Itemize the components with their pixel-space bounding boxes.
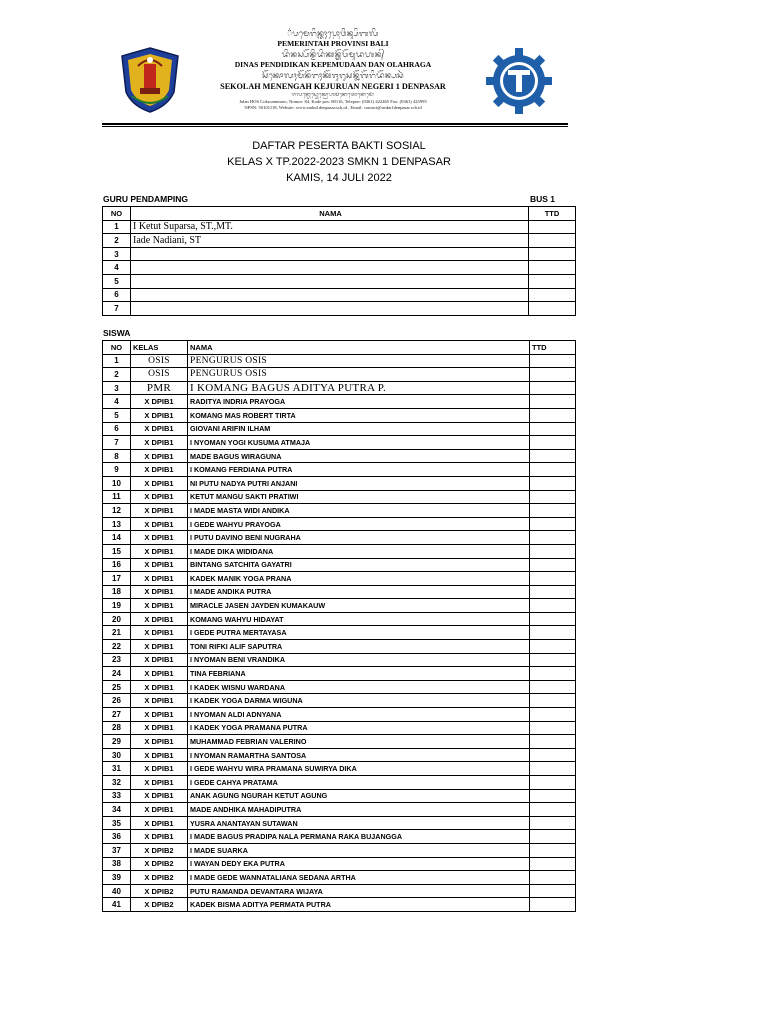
row-no: 2 (103, 368, 131, 382)
letterhead (102, 24, 568, 128)
row-nama: TONI RIFKI ALIF SAPUTRA (188, 640, 530, 654)
table-row (103, 368, 576, 382)
signature-cell[interactable] (530, 735, 576, 749)
row-kelas: OSIS (131, 354, 188, 368)
row-no: 6 (103, 422, 131, 436)
row-kelas: X DPIB1 (131, 531, 188, 545)
table-row (103, 653, 576, 667)
row-nama: BINTANG SATCHITA GAYATRI (188, 558, 530, 572)
row-kelas: X DPIB1 (131, 708, 188, 722)
table-row (103, 789, 576, 803)
signature-cell[interactable] (530, 572, 576, 586)
signature-cell[interactable] (530, 354, 576, 368)
row-kelas: X DPIB1 (131, 490, 188, 504)
table-row (103, 274, 576, 288)
row-no: 5 (103, 274, 131, 288)
row-kelas: X DPIB1 (131, 626, 188, 640)
row-no: 12 (103, 504, 131, 518)
table-header-row (103, 341, 576, 355)
row-kelas: X DPIB1 (131, 504, 188, 518)
table-row (103, 354, 576, 368)
row-kelas: X DPIB1 (131, 667, 188, 681)
row-nama: I GEDE CAHYA PRATAMA (188, 776, 530, 790)
table-row (103, 762, 576, 776)
title-line2: KELAS X TP.2022-2023 SMKN 1 DENPASAR (227, 156, 451, 168)
signature-cell[interactable] (529, 261, 576, 275)
row-no: 11 (103, 490, 131, 504)
row-nama: PENGURUS OSIS (188, 354, 530, 368)
signature-cell[interactable] (530, 762, 576, 776)
row-no: 29 (103, 735, 131, 749)
table-row (103, 776, 576, 790)
row-no: 1 (103, 220, 131, 234)
bus-label: BUS 1 (530, 194, 556, 204)
table-row (103, 476, 576, 490)
signature-cell[interactable] (529, 274, 576, 288)
row-nama: MIRACLE JASEN JAYDEN KUMAKAUW (188, 599, 530, 613)
signature-cell[interactable] (530, 816, 576, 830)
row-kelas: X DPIB1 (131, 680, 188, 694)
row-no: 1 (103, 354, 131, 368)
row-nama: PENGURUS OSIS (188, 368, 530, 382)
row-nama: KETUT MANGU SAKTI PRATIWI (188, 490, 530, 504)
row-no: 7 (103, 302, 131, 316)
letterhead-line1: PEMERINTAH PROVINSI BALI (277, 39, 389, 48)
signature-cell[interactable] (530, 544, 576, 558)
table-row (103, 544, 576, 558)
signature-cell[interactable] (530, 708, 576, 722)
row-kelas: X DPIB2 (131, 857, 188, 871)
table-row (103, 463, 576, 477)
row-kelas: X DPIB1 (131, 748, 188, 762)
row-no: 35 (103, 816, 131, 830)
row-no: 24 (103, 667, 131, 681)
row-nama: I Ketut Suparsa, ST.,MT. (131, 220, 529, 234)
row-nama: I GEDE WAHYU WIRA PRAMANA SUWIRYA DIKA (188, 762, 530, 776)
table-row (103, 247, 576, 261)
table-row (103, 490, 576, 504)
title-line1: DAFTAR PESERTA BAKTI SOSIAL (252, 140, 426, 152)
siswa-table (102, 340, 576, 912)
letterhead-address: Jalan HOS Cokroaminoto, Nomor: 84, Kode pos: 80116, Telepon: (0361) 422465 Fax: (0361) 425995 (239, 99, 427, 104)
row-kelas: X DPIB1 (131, 776, 188, 790)
row-no: 37 (103, 843, 131, 857)
row-nama: MADE BAGUS WIRAGUNA (188, 449, 530, 463)
row-no: 18 (103, 585, 131, 599)
header-nama: NAMA (188, 341, 530, 355)
letterhead-contact: NPSN: 50101118, Website: www.smkn1denpasar.sch.id , Email: contact@smkn1denpasar.sch.id (244, 105, 422, 110)
row-no: 22 (103, 640, 131, 654)
signature-cell[interactable] (530, 504, 576, 518)
row-kelas: X DPIB1 (131, 558, 188, 572)
row-no: 39 (103, 871, 131, 885)
row-no: 19 (103, 599, 131, 613)
row-kelas: X DPIB1 (131, 612, 188, 626)
row-kelas: X DPIB2 (131, 871, 188, 885)
signature-cell[interactable] (530, 395, 576, 409)
row-nama: GIOVANI ARIFIN ILHAM (188, 422, 530, 436)
signature-cell[interactable] (530, 680, 576, 694)
row-kelas: X DPIB1 (131, 599, 188, 613)
row-kelas: X DPIB1 (131, 544, 188, 558)
row-no: 40 (103, 884, 131, 898)
row-no: 17 (103, 572, 131, 586)
table-row (103, 599, 576, 613)
signature-cell[interactable] (530, 776, 576, 790)
signature-cell[interactable] (530, 789, 576, 803)
row-kelas: X DPIB1 (131, 463, 188, 477)
row-kelas: X DPIB1 (131, 830, 188, 844)
table-row (103, 803, 576, 817)
guru-table (102, 206, 576, 316)
row-kelas: X DPIB1 (131, 803, 188, 817)
row-kelas: X DPIB1 (131, 395, 188, 409)
signature-cell[interactable] (530, 585, 576, 599)
table-row (103, 220, 576, 234)
row-kelas: X DPIB1 (131, 436, 188, 450)
row-kelas: X DPIB2 (131, 843, 188, 857)
table-row (103, 708, 576, 722)
table-row (103, 857, 576, 871)
signature-cell[interactable] (530, 612, 576, 626)
table-row (103, 504, 576, 518)
row-nama: I MADE DIKA WIDIDANA (188, 544, 530, 558)
row-nama: Iade Nadiani, ST (131, 234, 529, 248)
signature-cell[interactable] (530, 830, 576, 844)
signature-cell[interactable] (529, 247, 576, 261)
table-row (103, 612, 576, 626)
row-nama: I NYOMAN YOGI KUSUMA ATMAJA (188, 436, 530, 450)
row-no: 23 (103, 653, 131, 667)
table-row (103, 830, 576, 844)
header-nama: NAMA (131, 207, 529, 221)
signature-cell[interactable] (530, 599, 576, 613)
row-kelas: X DPIB1 (131, 572, 188, 586)
table-row (103, 735, 576, 749)
row-nama: PUTU RAMANDA DEVANTARA WIJAYA (188, 884, 530, 898)
table-row (103, 517, 576, 531)
header-no: NO (103, 341, 131, 355)
row-kelas: X DPIB1 (131, 694, 188, 708)
signature-cell[interactable] (530, 857, 576, 871)
row-nama (131, 261, 529, 275)
bali-province-emblem-icon (118, 46, 182, 114)
signature-cell[interactable] (530, 463, 576, 477)
signature-cell[interactable] (530, 436, 576, 450)
row-nama: KOMANG MAS ROBERT TIRTA (188, 408, 530, 422)
table-row (103, 843, 576, 857)
table-row (103, 721, 576, 735)
signature-cell[interactable] (530, 408, 576, 422)
row-no: 28 (103, 721, 131, 735)
row-nama: KADEK BISMA ADITYA PERMATA PUTRA (188, 898, 530, 912)
row-nama: I GEDE PUTRA MERTAYASA (188, 626, 530, 640)
table-row (103, 288, 576, 302)
table-row (103, 408, 576, 422)
table-row (103, 585, 576, 599)
row-kelas: X DPIB1 (131, 735, 188, 749)
row-no: 21 (103, 626, 131, 640)
row-kelas: X DPIB1 (131, 585, 188, 599)
table-row (103, 234, 576, 248)
signature-cell[interactable] (529, 220, 576, 234)
row-kelas: X DPIB1 (131, 476, 188, 490)
row-nama: I KADEK YOGA DARMA WIGUNA (188, 694, 530, 708)
signature-cell[interactable] (530, 490, 576, 504)
row-no: 10 (103, 476, 131, 490)
table-row (103, 302, 576, 316)
row-kelas: X DPIB1 (131, 422, 188, 436)
table-row (103, 816, 576, 830)
row-kelas: OSIS (131, 368, 188, 382)
signature-cell[interactable] (530, 653, 576, 667)
signature-cell[interactable] (530, 884, 576, 898)
row-no: 33 (103, 789, 131, 803)
table-row (103, 261, 576, 275)
row-no: 27 (103, 708, 131, 722)
signature-cell[interactable] (530, 803, 576, 817)
row-kelas: X DPIB2 (131, 884, 188, 898)
row-nama: I KOMANG BAGUS ADITYA PUTRA P. (188, 381, 530, 395)
balinese-script-line: ᬴ᬧᬫᬾᬭᬶᬦ᭄ᬢᬄᬧ᭄ᬭᭀᬯᬶᬦ᭄ᬲᬶᬩᬮᬶ (287, 29, 379, 38)
siswa-section-label: SISWA (103, 328, 131, 338)
signature-cell[interactable] (530, 626, 576, 640)
letterhead-rule (102, 123, 568, 125)
row-nama: I MADE BAGUS PRADIPA NALA PERMANA RAKA BUJANGGA (188, 830, 530, 844)
row-nama (131, 247, 529, 261)
table-row (103, 871, 576, 885)
table-row (103, 436, 576, 450)
row-nama: I WAYAN DEDY EKA PUTRA (188, 857, 530, 871)
document-title (102, 138, 576, 186)
row-no: 36 (103, 830, 131, 844)
row-no: 6 (103, 288, 131, 302)
table-row (103, 395, 576, 409)
row-kelas: X DPIB1 (131, 653, 188, 667)
row-nama: MUHAMMAD FEBRIAN VALERINO (188, 735, 530, 749)
row-nama (131, 288, 529, 302)
signature-cell[interactable] (530, 449, 576, 463)
signature-cell[interactable] (529, 302, 576, 316)
table-row (103, 626, 576, 640)
header-no: NO (103, 207, 131, 221)
row-kelas: X DPIB1 (131, 517, 188, 531)
signature-cell[interactable] (530, 898, 576, 912)
row-no: 7 (103, 436, 131, 450)
row-nama (131, 274, 529, 288)
row-kelas: X DPIB1 (131, 816, 188, 830)
signature-cell[interactable] (530, 871, 576, 885)
signature-cell[interactable] (530, 640, 576, 654)
row-kelas: X DPIB1 (131, 640, 188, 654)
row-no: 9 (103, 463, 131, 477)
row-no: 4 (103, 395, 131, 409)
row-no: 20 (103, 612, 131, 626)
row-no: 25 (103, 680, 131, 694)
table-row (103, 381, 576, 395)
row-kelas: PMR (131, 381, 188, 395)
table-header-row (103, 207, 576, 221)
row-no: 3 (103, 247, 131, 261)
table-row (103, 680, 576, 694)
row-no: 31 (103, 762, 131, 776)
table-row (103, 572, 576, 586)
signature-cell[interactable] (530, 667, 576, 681)
row-kelas: X DPIB1 (131, 408, 188, 422)
row-nama: YUSRA ANANTAYAN SUTAWAN (188, 816, 530, 830)
table-row (103, 694, 576, 708)
balinese-script-line: ᬲᭂᬓᭀᬮᬄᬫᭂᬦᭂᬗᬄᬓᭂᬚᬸᬭᬸᬲᬦ᭄ᬦᭂᬕᭂᬭᬶᬤᭂᬦ᭄ᬧᬲᬃ (262, 71, 404, 80)
letterhead-line2: DINAS PENDIDIKAN KEPEMUDAAN DAN OLAHRAGA (234, 60, 432, 69)
row-no: 38 (103, 857, 131, 871)
row-nama: I MADE GEDE WANNATALIANA SEDANA ARTHA (188, 871, 530, 885)
row-no: 5 (103, 408, 131, 422)
signature-cell[interactable] (529, 234, 576, 248)
row-nama: I MADE ANDIKA PUTRA (188, 585, 530, 599)
signature-cell[interactable] (530, 368, 576, 382)
guru-section-label: GURU PENDAMPING (103, 194, 189, 204)
row-no: 2 (103, 234, 131, 248)
header-kelas: KELAS (131, 341, 188, 355)
signature-cell[interactable] (529, 288, 576, 302)
row-kelas: X DPIB1 (131, 762, 188, 776)
signature-cell[interactable] (530, 531, 576, 545)
letterhead-line3: SEKOLAH MENENGAH KEJURUAN NEGERI 1 DENPASAR (220, 82, 446, 91)
table-row (103, 422, 576, 436)
row-nama: I NYOMAN ALDI ADNYANA (188, 708, 530, 722)
row-nama: NI PUTU NADYA PUTRI ANJANI (188, 476, 530, 490)
row-nama: ANAK AGUNG NGURAH KETUT AGUNG (188, 789, 530, 803)
table-row (103, 667, 576, 681)
row-nama: I NYOMAN BENI VRANDIKA (188, 653, 530, 667)
row-nama: I MADE MASTA WIDI ANDIKA (188, 504, 530, 518)
row-nama (131, 302, 529, 316)
row-nama: MADE ANDHIKA MAHADIPUTRA (188, 803, 530, 817)
signature-cell[interactable] (530, 422, 576, 436)
row-nama: I PUTU DAVINO BENI NUGRAHA (188, 531, 530, 545)
row-no: 34 (103, 803, 131, 817)
row-nama: I KADEK WISNU WARDANA (188, 680, 530, 694)
letterhead-rule (102, 126, 568, 127)
row-no: 8 (103, 449, 131, 463)
header-ttd: TTD (530, 341, 576, 355)
row-kelas: X DPIB2 (131, 898, 188, 912)
row-nama: KADEK MANIK YOGA PRANA (188, 572, 530, 586)
table-row (103, 884, 576, 898)
table-row (103, 449, 576, 463)
row-nama: I MADE SUARKA (188, 843, 530, 857)
header-ttd: TTD (529, 207, 576, 221)
table-row (103, 898, 576, 912)
row-no: 41 (103, 898, 131, 912)
signature-cell[interactable] (530, 721, 576, 735)
school-gear-emblem-icon (484, 46, 554, 116)
row-nama: TINA FEBRIANA (188, 667, 530, 681)
row-nama: I KADEK YOGA PRAMANA PUTRA (188, 721, 530, 735)
row-nama: RADITYA INDRIA PRAYOGA (188, 395, 530, 409)
table-row (103, 640, 576, 654)
table-row (103, 558, 576, 572)
title-line3: KAMIS, 14 JULI 2022 (286, 172, 392, 184)
signature-cell[interactable] (530, 694, 576, 708)
balinese-script-line: ᬤᬶᬦᬲ᭄ᬧᭂᬦ᭄ᬤᬶᬤᬶᬓᬦ᭄ᬓᭂᬧᭂᬫᬸᬤᬳᬦ᭄ (281, 50, 385, 59)
row-no: 32 (103, 776, 131, 790)
row-nama: KOMANG WAHYU HIDAYAT (188, 612, 530, 626)
row-no: 14 (103, 531, 131, 545)
balinese-script-line: ᬚᬮᬦ᭄ᬳᭀᬲ᭄ᬘᭀᬓ᭄ᬭᭀᬳᬫᬶᬦᭀᬢᭀᬦᭀᬫᭀᬃ (291, 93, 375, 98)
row-no: 16 (103, 558, 131, 572)
row-no: 3 (103, 381, 131, 395)
row-no: 30 (103, 748, 131, 762)
row-kelas: X DPIB1 (131, 789, 188, 803)
signature-cell[interactable] (530, 558, 576, 572)
row-no: 4 (103, 261, 131, 275)
row-kelas: X DPIB1 (131, 449, 188, 463)
row-nama: I GEDE WAHYU PRAYOGA (188, 517, 530, 531)
row-nama: I NYOMAN RAMARTHA SANTOSA (188, 748, 530, 762)
signature-cell[interactable] (530, 476, 576, 490)
row-no: 26 (103, 694, 131, 708)
row-no: 13 (103, 517, 131, 531)
signature-cell[interactable] (530, 381, 576, 395)
signature-cell[interactable] (530, 748, 576, 762)
signature-cell[interactable] (530, 517, 576, 531)
table-row (103, 748, 576, 762)
table-row (103, 531, 576, 545)
row-nama: I KOMANG FERDIANA PUTRA (188, 463, 530, 477)
row-kelas: X DPIB1 (131, 721, 188, 735)
signature-cell[interactable] (530, 843, 576, 857)
row-no: 15 (103, 544, 131, 558)
